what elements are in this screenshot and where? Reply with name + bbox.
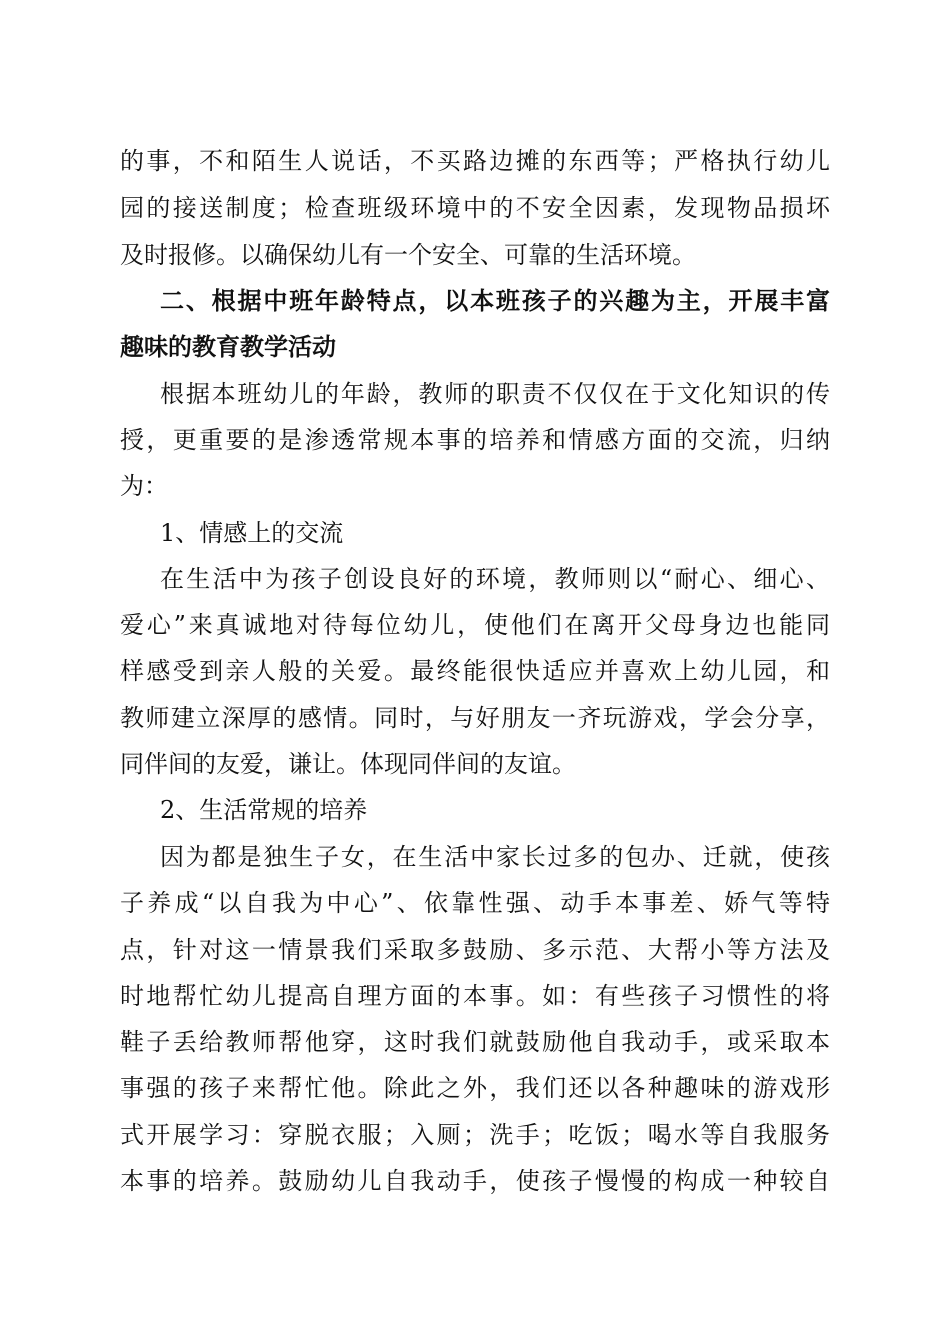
paragraph-line: 根据本班幼儿的年龄，教师的职责不仅仅在于文化知识的传 xyxy=(160,380,830,408)
paragraph-line: 授，更重要的是渗透常规本事的培养和情感方面的交流，归纳 xyxy=(120,426,830,454)
paragraph-line: 教师建立深厚的感情。同时，与好朋友一齐玩游戏，学会分享， xyxy=(120,704,830,732)
paragraph-line: 在生活中为孩子创设良好的环境，教师则以“耐心、细心、 xyxy=(160,565,830,593)
paragraph-line: 的事，不和陌生人说话，不买路边摊的东西等；严格执行幼儿 xyxy=(120,147,830,175)
subheading: 1、情感上的交流 xyxy=(160,519,344,547)
paragraph-line: 子养成“以自我为中心”、依靠性强、动手本事差、娇气等特 xyxy=(120,889,830,917)
subheading: 2、生活常规的培养 xyxy=(160,796,368,824)
paragraph-line: 为： xyxy=(120,472,168,500)
paragraph-line: 事强的孩子来帮忙他。除此之外，我们还以各种趣味的游戏形 xyxy=(120,1074,830,1102)
section-heading: 趣味的教育教学活动 xyxy=(120,333,336,361)
paragraph-line: 本事的培养。鼓励幼儿自我动手，使孩子慢慢的构成一种较自 xyxy=(120,1167,830,1195)
paragraph-line: 同伴间的友爱，谦让。体现同伴间的友谊。 xyxy=(120,750,576,778)
section-heading: 二、根据中班年龄特点，以本班孩子的兴趣为主，开展丰富 xyxy=(160,287,830,315)
paragraph-line: 样感受到亲人般的关爱。最终能很快适应并喜欢上幼儿园，和 xyxy=(120,657,830,685)
paragraph-line: 时地帮忙幼儿提高自理方面的本事。如：有些孩子习惯性的将 xyxy=(120,982,830,1010)
paragraph-line: 园的接送制度；检查班级环境中的不安全因素，发现物品损坏 xyxy=(120,194,830,222)
paragraph-line: 因为都是独生子女，在生活中家长过多的包办、迁就，使孩 xyxy=(160,843,830,871)
paragraph-line: 及时报修。以确保幼儿有一个安全、可靠的生活环境。 xyxy=(120,241,696,269)
paragraph-line: 鞋子丢给教师帮他穿，这时我们就鼓励他自我动手，或采取本 xyxy=(120,1028,830,1056)
paragraph-line: 式开展学习：穿脱衣服；入厕；洗手；吃饭；喝水等自我服务 xyxy=(120,1121,830,1149)
paragraph-line: 点，针对这一情景我们采取多鼓励、多示范、大帮小等方法及 xyxy=(120,936,830,964)
paragraph-line: 爱心”来真诚地对待每位幼儿，使他们在离开父母身边也能同 xyxy=(120,611,830,639)
